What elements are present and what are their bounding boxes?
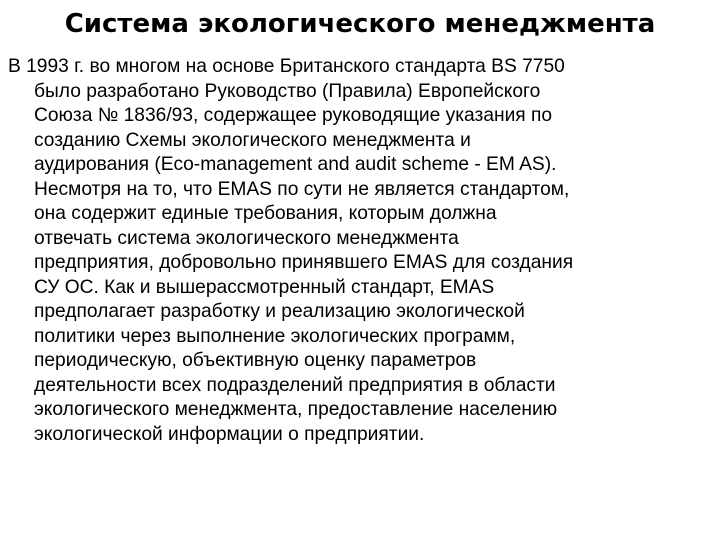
body-line: В 1993 г. во многом на основе Британского стандарта BS 7750 xyxy=(8,56,565,77)
body-line: периодическую, объективную оценку параметров xyxy=(34,350,477,371)
body-line: политики через выполнение экологических программ, xyxy=(34,325,516,347)
body-line: созданию Схемы экологического менеджмента и xyxy=(34,129,471,151)
body-line: отвечать система экологического менеджмента xyxy=(34,227,459,249)
body-line: экологического менеджмента, предоставление населению xyxy=(34,399,558,420)
body-line: предполагает разработку и реализацию экологической xyxy=(34,301,525,322)
body-line: экологической информации о предприятии. xyxy=(34,423,425,445)
body-line: Несмотря на то, что EMAS по сути не является стандартом, xyxy=(34,178,570,200)
body-line: деятельности всех подразделений предприятия в области xyxy=(34,374,556,396)
slide-title: Система экологического менеджмента xyxy=(64,9,656,39)
body-line: СУ ОС. Как и вышерассмотренный стандарт, EMAS xyxy=(34,276,495,298)
body-line: предприятия, добровольно принявшего EMAS для создания xyxy=(34,252,574,273)
slide-body-paragraph xyxy=(8,55,720,447)
body-line: было разработано Руководство (Правила) Европейского xyxy=(34,80,541,102)
body-line: аудирования (Eco-management and audit scheme - EM AS). xyxy=(34,154,557,175)
body-line: она содержит единые требования, которым должна xyxy=(34,203,497,224)
body-line: Союза № 1836/93, содержащее руководящие указания по xyxy=(34,105,553,126)
